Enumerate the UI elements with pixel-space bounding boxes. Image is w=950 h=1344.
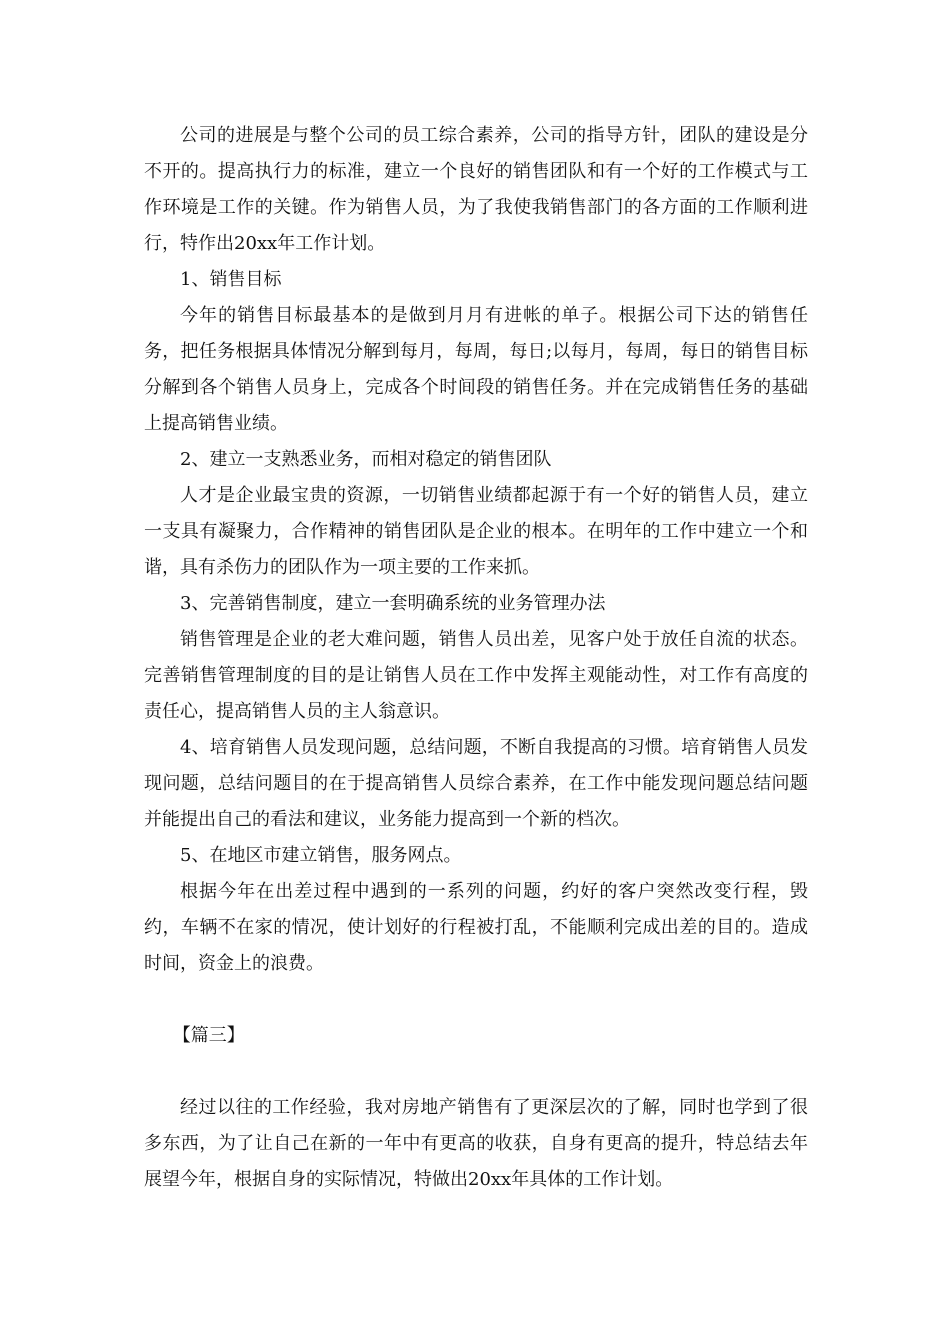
paragraph-sales-team: 人才是企业最宝贵的资源，一切销售业绩都起源于有一个好的销售人员，建立一支具有凝聚力，合作精神的销售团队是企业的根本。在明年的工作中建立一个和谐，具有杀伤力的团队作为一项主要的工作来抓。 <box>144 485 808 578</box>
section-title: 【篇三】 <box>172 1025 245 1046</box>
paragraph-training-habits: 4、培育销售人员发现问题，总结问题，不断自我提高的习惯。培育销售人员发现问题，总结问题目的在于提高销售人员综合素养，在工作中能发现问题总结问题并能提出自己的看法和建议，业务能力提高到一个新的档次。 <box>144 737 808 830</box>
heading-sales-team: 2、建立一支熟悉业务，而相对稳定的销售团队 <box>180 449 552 470</box>
paragraph-part-three-intro: 经过以往的工作经验，我对房地产销售有了更深层次的了解，同时也学到了很多东西，为了让自己在新的一年中有更高的收获，自身有更高的提升，特总结去年展望今年，根据自身的实际情况，特做出20xx年具体的工作计划。 <box>144 1097 808 1190</box>
heading-service-network: 5、在地区市建立销售，服务网点。 <box>180 845 462 866</box>
document-body <box>144 118 808 1198</box>
paragraph-sales-target: 今年的销售目标最基本的是做到月月有进帐的单子。根据公司下达的销售任务，把任务根据具体情况分解到每月，每周，每日;以每月，每周，每日的销售目标分解到各个销售人员身上，完成各个时间段的销售任务。并在完成销售任务的基础上提高销售业绩。 <box>144 305 808 434</box>
heading-sales-system: 3、完善销售制度，建立一套明确系统的业务管理办法 <box>180 593 606 614</box>
intro-paragraph: 公司的进展是与整个公司的员工综合素养，公司的指导方针，团队的建设是分不开的。提高执行力的标准，建立一个良好的销售团队和有一个好的工作模式与工作环境是工作的关键。作为销售人员，为了我使我销售部门的各方面的工作顺利进行，特作出20xx年工作计划。 <box>144 125 808 254</box>
paragraph-sales-system: 销售管理是企业的老大难问题，销售人员出差，见客户处于放任自流的状态。完善销售管理制度的目的是让销售人员在工作中发挥主观能动性，对工作有高度的责任心，提高销售人员的主人翁意识。 <box>144 629 808 722</box>
heading-sales-target: 1、销售目标 <box>180 269 282 290</box>
paragraph-service-network: 根据今年在出差过程中遇到的一系列的问题，约好的客户突然改变行程，毁约，车辆不在家的情况，使计划好的行程被打乱，不能顺利完成出差的目的。造成时间，资金上的浪费。 <box>144 881 808 974</box>
